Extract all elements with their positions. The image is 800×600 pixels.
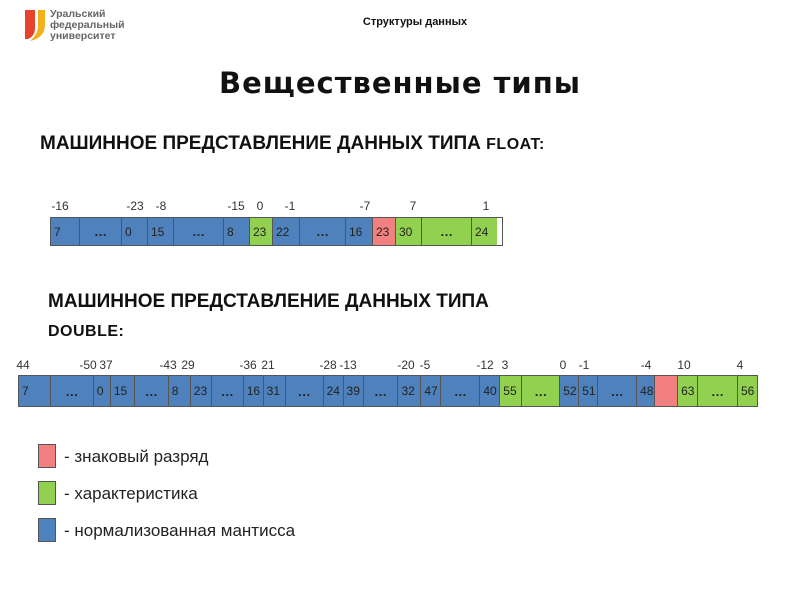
- legend-sign-bit: [38, 444, 378, 472]
- double-bit-index-label: -13: [339, 358, 357, 372]
- double-mantissa-cell: 39: [344, 376, 364, 406]
- double-mantissa-cell: …: [135, 376, 169, 406]
- float-mantissa-cell: …: [80, 218, 122, 245]
- double-mantissa-cell: 7: [19, 376, 51, 406]
- double-bit-index-label: -43: [159, 358, 177, 372]
- double-mantissa-cell: 24: [324, 376, 344, 406]
- slide-title: Вещественные типы: [219, 66, 581, 100]
- float-bit-layout: [50, 217, 503, 246]
- double-mantissa-cell: 31: [264, 376, 286, 406]
- legend-sign-bit-swatch: [38, 444, 56, 468]
- header-title: Структуры данных: [362, 16, 468, 28]
- float-sign-bit-cell: 23: [373, 218, 396, 245]
- double-bit-index-label: -5: [419, 358, 431, 372]
- legend-mantissa-swatch: [38, 518, 56, 542]
- double-bit-layout: [18, 375, 758, 407]
- legend-mantissa-label: - нормализованная мантисса: [64, 521, 296, 540]
- float-bit-index-label: -15: [227, 199, 245, 213]
- float-mantissa-cell: 16: [346, 218, 373, 245]
- double-mantissa-cell: 8: [169, 376, 191, 406]
- float-mantissa-cell: 8: [224, 218, 250, 245]
- double-bit-index-label: 10: [677, 358, 691, 372]
- float-heading-text: МАШИННОЕ ПРЕДСТАВЛЕНИЕ ДАННЫХ ТИПА: [40, 133, 481, 154]
- float-mantissa-cell: 15: [148, 218, 174, 245]
- logo-line-3: университет: [50, 30, 116, 42]
- double-exponent-cell: …: [698, 376, 738, 406]
- double-mantissa-cell: …: [51, 376, 94, 406]
- double-mantissa-cell: …: [212, 376, 244, 406]
- double-mantissa-cell: …: [598, 376, 637, 406]
- double-bit-index-label: -50: [79, 358, 97, 372]
- double-mantissa-cell: 16: [244, 376, 264, 406]
- float-bit-index-label: -16: [51, 199, 69, 213]
- double-mantissa-cell: 52: [560, 376, 579, 406]
- float-exponent-cell: …: [422, 218, 472, 245]
- double-mantissa-cell: 40: [480, 376, 500, 406]
- legend-exponent-swatch: [38, 481, 56, 505]
- double-bit-index-label: 21: [261, 358, 275, 372]
- double-mantissa-cell: …: [286, 376, 324, 406]
- float-bit-index-label: -23: [126, 199, 144, 213]
- double-bit-index-label: -28: [319, 358, 337, 372]
- double-bit-index-label: 4: [736, 358, 744, 372]
- float-bit-index-label: 7: [409, 199, 417, 213]
- float-exponent-cell: 24: [472, 218, 497, 245]
- double-exponent-cell: 55: [500, 376, 522, 406]
- double-bit-index-label: -36: [239, 358, 257, 372]
- float-bit-index-label: 0: [256, 199, 264, 213]
- float-mantissa-cell: 7: [51, 218, 80, 245]
- float-mantissa-cell: …: [300, 218, 346, 245]
- float-mantissa-cell: …: [174, 218, 224, 245]
- legend-exponent: [38, 481, 378, 509]
- float-bit-labels: [50, 199, 503, 215]
- double-mantissa-cell: …: [441, 376, 480, 406]
- double-heading-line-2: DOUBLE:: [48, 323, 125, 340]
- double-bit-index-label: 29: [181, 358, 195, 372]
- float-bit-index-label: -8: [155, 199, 167, 213]
- double-bit-index-label: 3: [501, 358, 509, 372]
- double-mantissa-cell: 15: [111, 376, 135, 406]
- double-bit-index-label: 44: [16, 358, 30, 372]
- double-mantissa-cell: 47: [421, 376, 441, 406]
- float-heading-suffix: FLOAT:: [486, 136, 545, 153]
- float-mantissa-cell: 22: [273, 218, 300, 245]
- double-bit-index-label: 0: [559, 358, 567, 372]
- legend-mantissa: [38, 518, 378, 546]
- logo-line-2: федеральный: [50, 19, 125, 31]
- float-mantissa-cell: 0: [122, 218, 148, 245]
- float-exponent-cell: 30: [396, 218, 422, 245]
- double-bit-index-label: 37: [99, 358, 113, 372]
- float-bit-index-label: -1: [284, 199, 296, 213]
- legend-sign-bit-label: - знаковый разряд: [64, 447, 209, 466]
- double-mantissa-cell: 48: [637, 376, 655, 406]
- double-exponent-cell: …: [522, 376, 560, 406]
- double-bit-labels: [18, 358, 758, 374]
- logo-line-1: Уральский: [50, 8, 106, 20]
- float-bit-index-label: 1: [482, 199, 490, 213]
- double-bit-index-label: -12: [476, 358, 494, 372]
- double-mantissa-cell: 23: [191, 376, 212, 406]
- double-bit-index-label: -4: [640, 358, 652, 372]
- double-exponent-cell: 63: [678, 376, 698, 406]
- double-heading-line-1: МАШИННОЕ ПРЕДСТАВЛЕНИЕ ДАННЫХ ТИПА: [48, 291, 489, 312]
- double-mantissa-cell: 0: [94, 376, 111, 406]
- legend-exponent-label: - характеристика: [64, 484, 198, 503]
- double-heading: [48, 287, 668, 347]
- double-sign-bit-cell: [655, 376, 678, 406]
- double-exponent-cell: 56: [738, 376, 757, 406]
- double-mantissa-cell: 32: [398, 376, 421, 406]
- double-mantissa-cell: 51: [579, 376, 598, 406]
- float-exponent-cell: 23: [250, 218, 273, 245]
- double-bit-index-label: -20: [397, 358, 415, 372]
- double-bit-index-label: -1: [578, 358, 590, 372]
- double-mantissa-cell: …: [364, 376, 399, 406]
- float-heading: [40, 129, 545, 160]
- float-bit-index-label: -7: [359, 199, 371, 213]
